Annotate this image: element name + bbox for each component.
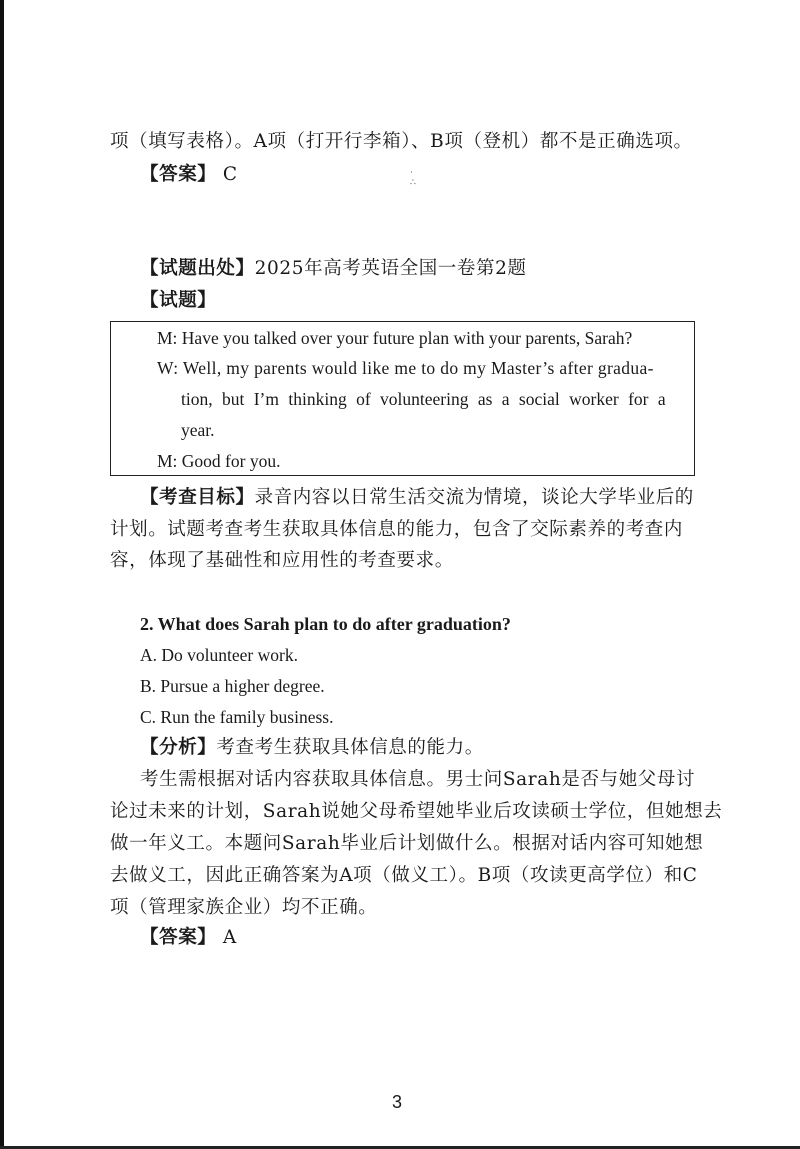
- option-c: C. Run the family business.: [140, 707, 334, 727]
- question-label: 【试题】: [140, 290, 217, 311]
- dialog-line-5: M: Good for you.: [157, 451, 281, 471]
- question-stem: 2. What does Sarah plan to do after graduation?: [140, 614, 511, 634]
- analysis-label: 【分析】: [140, 737, 217, 758]
- analysis-line-5: 项（管理家族企业）均不正确。: [110, 897, 378, 918]
- option-b: B. Pursue a higher degree.: [140, 676, 325, 696]
- analysis-line-4: 去做义工，因此正确答案为A项（做义工）。B项（攻读更高学位）和C: [110, 865, 698, 886]
- objective-line-3: 容，体现了基础性和应用性的考查要求。: [110, 550, 454, 571]
- prev-answer-label: 【答案】: [140, 164, 217, 185]
- source-label: 【试题出处】: [140, 258, 255, 279]
- objective-line-1: [140, 486, 694, 510]
- page-number: 3: [392, 1092, 403, 1112]
- source-line: [140, 257, 527, 281]
- source-text: 2025年高考英语全国一卷第2题: [254, 258, 527, 279]
- objective-line-2: 计划。试题考查考生获取具体信息的能力，包含了交际素养的考查内: [110, 519, 684, 540]
- prev-answer: [140, 163, 238, 187]
- answer-value: A: [222, 927, 237, 948]
- dialog-line-4: year.: [181, 420, 215, 440]
- answer-line: [140, 926, 237, 950]
- analysis-heading: [140, 736, 484, 760]
- prev-answer-value: C: [222, 164, 238, 185]
- scan-edge-left: [0, 0, 4, 1149]
- answer-label: 【答案】: [140, 927, 217, 948]
- analysis-line-1: 考生需根据对话内容获取具体信息。男士问Sarah是否与她父母讨: [140, 769, 696, 790]
- prev-explanation-line: 项（填写表格）。A项（打开行李箱）、B项（登机）都不是正确选项。: [110, 131, 693, 152]
- analysis-line-2: 论过未来的计划，Sarah说她父母希望她毕业后攻读硕士学位，但她想去: [110, 801, 723, 822]
- option-a: A. Do volunteer work.: [140, 645, 298, 665]
- objective-text-1: 录音内容以日常生活交流为情境，谈论大学毕业后的: [254, 487, 694, 508]
- dialog-line-3: tion, but I’m thinking of volunteering as a social worker for a: [181, 389, 666, 409]
- dialog-line-1: M: Have you talked over your future plan with your parents, Sarah?: [157, 328, 633, 348]
- objective-label: 【考查目标】: [140, 487, 255, 508]
- dialog-line-2: W: Well, my parents would like me to do my Master’s after gradua-: [157, 358, 654, 378]
- analysis-line-3: 做一年义工。本题问Sarah毕业后计划做什么。根据对话内容可知她想: [110, 833, 704, 854]
- analysis-summary: 考查考生获取具体信息的能力。: [216, 737, 484, 758]
- scan-specks: · ∴: [410, 168, 416, 188]
